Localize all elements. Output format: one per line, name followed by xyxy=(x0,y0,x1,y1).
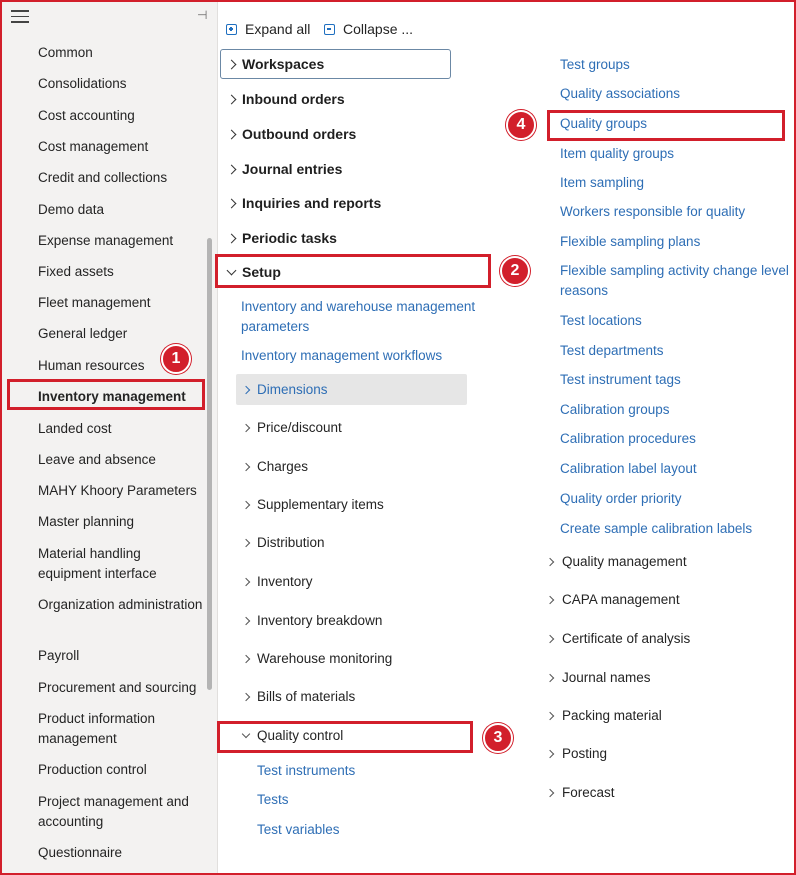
callout-box-quality-groups xyxy=(547,110,785,141)
callout-number-4: 4 xyxy=(506,110,536,140)
link-test-instrument-tags[interactable]: Test instrument tags xyxy=(560,372,681,387)
module-item-organization-administration[interactable]: Organization administration xyxy=(38,597,203,612)
subgroup-bills-of-materials[interactable]: Bills of materials xyxy=(243,689,355,704)
chevron-right-icon xyxy=(546,595,554,603)
subgroup-supplementary-items[interactable]: Supplementary items xyxy=(243,497,384,512)
module-item-human-resources[interactable]: Human resources xyxy=(38,358,145,373)
link-test-variables[interactable]: Test variables xyxy=(257,822,340,837)
subgroup-capa-management[interactable]: CAPA management xyxy=(547,592,680,607)
subgroup-quality-control[interactable]: Quality control xyxy=(243,728,343,743)
callout-number-2: 2 xyxy=(500,256,530,286)
link-create-sample-calibration-labels[interactable]: Create sample calibration labels xyxy=(560,521,753,536)
chevron-right-icon xyxy=(227,59,237,69)
chevron-right-icon xyxy=(227,233,237,243)
chevron-right-icon xyxy=(546,711,554,719)
subgroup-distribution[interactable]: Distribution xyxy=(243,535,325,550)
link-flexible-sampling-change-reasons[interactable]: Flexible sampling activity change level reasons xyxy=(560,263,789,298)
subgroup-inventory-breakdown[interactable]: Inventory breakdown xyxy=(243,613,382,628)
subgroup-inventory[interactable]: Inventory xyxy=(243,574,313,589)
module-item-questionnaire[interactable]: Questionnaire xyxy=(38,845,123,860)
collapse-all-label: Collapse ... xyxy=(343,21,414,37)
subgroup-packing-material[interactable]: Packing material xyxy=(547,708,662,723)
module-item-expense-management[interactable]: Expense management xyxy=(38,233,174,248)
link-test-locations[interactable]: Test locations xyxy=(560,313,642,328)
link-calibration-label-layout[interactable]: Calibration label layout xyxy=(560,461,697,476)
subgroup-price-discount[interactable]: Price/discount xyxy=(243,420,342,435)
module-item-leave-and-absence[interactable]: Leave and absence xyxy=(38,452,156,467)
link-quality-groups[interactable]: Quality groups xyxy=(560,116,648,131)
link-item-quality-groups[interactable]: Item quality groups xyxy=(560,146,675,161)
link-test-departments[interactable]: Test departments xyxy=(560,343,664,358)
callout-box-inventory-management xyxy=(7,379,205,410)
link-calibration-procedures[interactable]: Calibration procedures xyxy=(560,431,696,446)
module-item-common[interactable]: Common xyxy=(38,45,93,60)
expand-all-button[interactable] xyxy=(226,19,310,39)
module-item-landed-cost[interactable]: Landed cost xyxy=(38,421,112,436)
module-item-project-management[interactable]: Project management and accounting xyxy=(38,794,189,829)
chevron-right-icon xyxy=(242,538,250,546)
module-item-cost-management[interactable]: Cost management xyxy=(38,139,149,154)
module-item-mahy-khoory-parameters[interactable]: MAHY Khoory Parameters xyxy=(38,483,197,498)
module-item-material-handling[interactable]: Material handling equipment interface xyxy=(38,546,157,581)
group-inquiries-and-reports[interactable]: Inquiries and reports xyxy=(228,195,381,211)
group-setup[interactable]: Setup xyxy=(228,264,281,280)
chevron-right-icon xyxy=(242,500,250,508)
group-journal-entries[interactable]: Journal entries xyxy=(228,161,342,177)
module-item-consolidations[interactable]: Consolidations xyxy=(38,76,127,91)
module-item-cost-accounting[interactable]: Cost accounting xyxy=(38,108,135,123)
subgroup-warehouse-monitoring[interactable]: Warehouse monitoring xyxy=(243,651,392,666)
module-item-product-information-management[interactable]: Product information management xyxy=(38,711,156,746)
module-item-credit-and-collections[interactable]: Credit and collections xyxy=(38,170,168,185)
link-test-instruments[interactable]: Test instruments xyxy=(257,763,356,778)
chevron-right-icon xyxy=(242,462,250,470)
chevron-right-icon xyxy=(546,749,554,757)
subgroup-certificate-of-analysis[interactable]: Certificate of analysis xyxy=(547,631,690,646)
link-test-groups[interactable]: Test groups xyxy=(560,57,630,72)
link-inventory-warehouse-parameters[interactable]: Inventory and warehouse management parameters xyxy=(241,299,476,334)
callout-number-3: 3 xyxy=(483,723,513,753)
subgroup-journal-names[interactable]: Journal names xyxy=(547,670,651,685)
chevron-right-icon xyxy=(242,577,250,585)
group-workspaces[interactable]: Workspaces xyxy=(228,56,324,72)
module-item-fixed-assets[interactable]: Fixed assets xyxy=(38,264,114,279)
expand-all-label: Expand all xyxy=(245,21,311,37)
expand-icon xyxy=(226,24,237,35)
module-item-fleet-management[interactable]: Fleet management xyxy=(38,295,151,310)
link-item-sampling[interactable]: Item sampling xyxy=(560,175,645,190)
chevron-right-icon xyxy=(242,616,250,624)
module-item-production-control[interactable]: Production control xyxy=(38,762,147,777)
collapse-icon xyxy=(324,24,335,35)
callout-box-setup xyxy=(215,254,491,288)
link-quality-associations[interactable]: Quality associations xyxy=(560,86,681,101)
module-item-master-planning[interactable]: Master planning xyxy=(38,514,135,529)
module-item-inventory-management[interactable]: Inventory management xyxy=(38,389,186,404)
chevron-right-icon xyxy=(546,634,554,642)
link-calibration-groups[interactable]: Calibration groups xyxy=(560,402,670,417)
chevron-right-icon xyxy=(227,94,237,104)
chevron-right-icon xyxy=(227,129,237,139)
group-periodic-tasks[interactable]: Periodic tasks xyxy=(228,230,337,246)
module-item-demo-data[interactable]: Demo data xyxy=(38,202,105,217)
link-flexible-sampling-plans[interactable]: Flexible sampling plans xyxy=(560,234,701,249)
subgroup-posting[interactable]: Posting xyxy=(547,746,607,761)
module-item-procurement-and-sourcing[interactable]: Procurement and sourcing xyxy=(38,680,197,695)
chevron-right-icon xyxy=(242,692,250,700)
module-item-general-ledger[interactable]: General ledger xyxy=(38,326,128,341)
chevron-right-icon xyxy=(546,673,554,681)
subgroup-charges[interactable]: Charges xyxy=(243,459,308,474)
module-item-payroll[interactable]: Payroll xyxy=(38,648,80,663)
subgroup-forecast[interactable]: Forecast xyxy=(547,785,615,800)
chevron-right-icon xyxy=(227,164,237,174)
chevron-right-icon xyxy=(242,385,250,393)
hamburger-menu-icon[interactable] xyxy=(11,10,29,24)
link-quality-order-priority[interactable]: Quality order priority xyxy=(560,491,682,506)
subgroup-dimensions[interactable]: Dimensions xyxy=(243,382,328,397)
callout-number-1: 1 xyxy=(161,344,191,374)
pin-icon[interactable]: ⊣ xyxy=(197,8,208,22)
chevron-right-icon xyxy=(242,423,250,431)
link-inventory-management-workflows[interactable]: Inventory management workflows xyxy=(241,348,443,363)
link-tests[interactable]: Tests xyxy=(257,792,289,807)
group-outbound-orders[interactable]: Outbound orders xyxy=(228,126,356,142)
chevron-right-icon xyxy=(242,654,250,662)
sidebar-scrollbar[interactable] xyxy=(207,238,212,690)
callout-box-quality-control xyxy=(217,721,473,753)
chevron-right-icon xyxy=(546,557,554,565)
subgroup-quality-management[interactable]: Quality management xyxy=(547,554,687,569)
chevron-right-icon xyxy=(227,198,237,208)
collapse-all-button[interactable] xyxy=(324,19,413,39)
module-sidebar xyxy=(2,2,218,873)
link-workers-responsible-for-quality[interactable]: Workers responsible for quality xyxy=(560,204,746,219)
chevron-right-icon xyxy=(546,788,554,796)
group-inbound-orders[interactable]: Inbound orders xyxy=(228,91,345,107)
